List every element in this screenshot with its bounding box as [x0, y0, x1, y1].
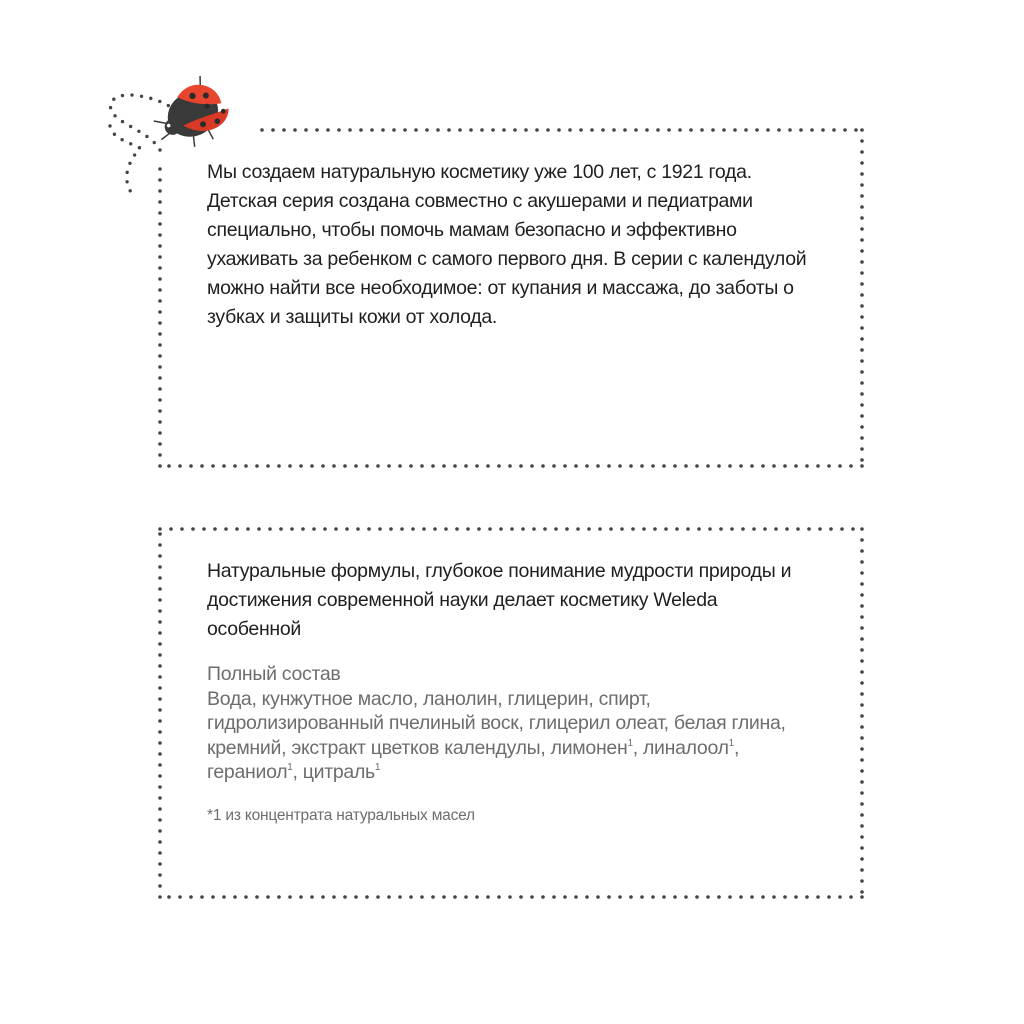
features-line: особенной	[207, 618, 302, 640]
features-line: достижения современной науки делает косметику Weleda	[207, 589, 718, 611]
footnote-mark: 1	[627, 737, 633, 749]
footnote-mark: 1	[287, 762, 293, 773]
composition-heading: Полный состав	[207, 663, 341, 685]
intro-line: зубках и защиты кожи от холода.	[207, 306, 498, 328]
composition-text: кремний, экстракт цветков календулы, лимонен	[207, 736, 628, 759]
ladybug-trail	[110, 95, 172, 198]
footnote-mark: 1	[728, 737, 734, 749]
composition-block	[207, 662, 847, 785]
footnote-mark: 1	[374, 762, 381, 773]
composition-line	[207, 760, 847, 785]
intro-line: ухаживать за ребенком с самого первого дня. В серии с календулой	[207, 248, 807, 270]
composition-text: гераниол	[207, 761, 288, 783]
features-line: Натуральные формулы, глубокое понимание мудрости природы и	[207, 560, 792, 582]
footnote: *1 из концентрата натуральных масел	[207, 807, 475, 824]
intro-line: Детская серия создана совместно с акушерами и педиатрами	[207, 190, 753, 212]
intro-line: можно найти все необходимое: от купания и массажа, до заботы о	[207, 277, 794, 299]
intro-line: специально, чтобы помочь мамам безопасно и эффективно	[207, 219, 737, 241]
composition-line: гидролизированный пчелиный воск, глицерил олеат, белая глина,	[207, 712, 786, 734]
features-text	[207, 557, 847, 644]
composition-text: , цитраль	[292, 761, 375, 783]
ladybug-icon	[144, 71, 238, 160]
composition-line: кремний, экстракт цветков календулы, лимонен$^1$, линалоол$^1$,	[207, 736, 740, 759]
intro-text	[207, 158, 847, 332]
composition-line: Вода, кунжутное масло, ланолин, глицерин, спирт,	[207, 687, 651, 710]
intro-line: Мы создаем натуральную косметику уже 100 лет, с 1921 года.	[207, 161, 752, 183]
composition-text: , линалоол	[632, 736, 729, 759]
